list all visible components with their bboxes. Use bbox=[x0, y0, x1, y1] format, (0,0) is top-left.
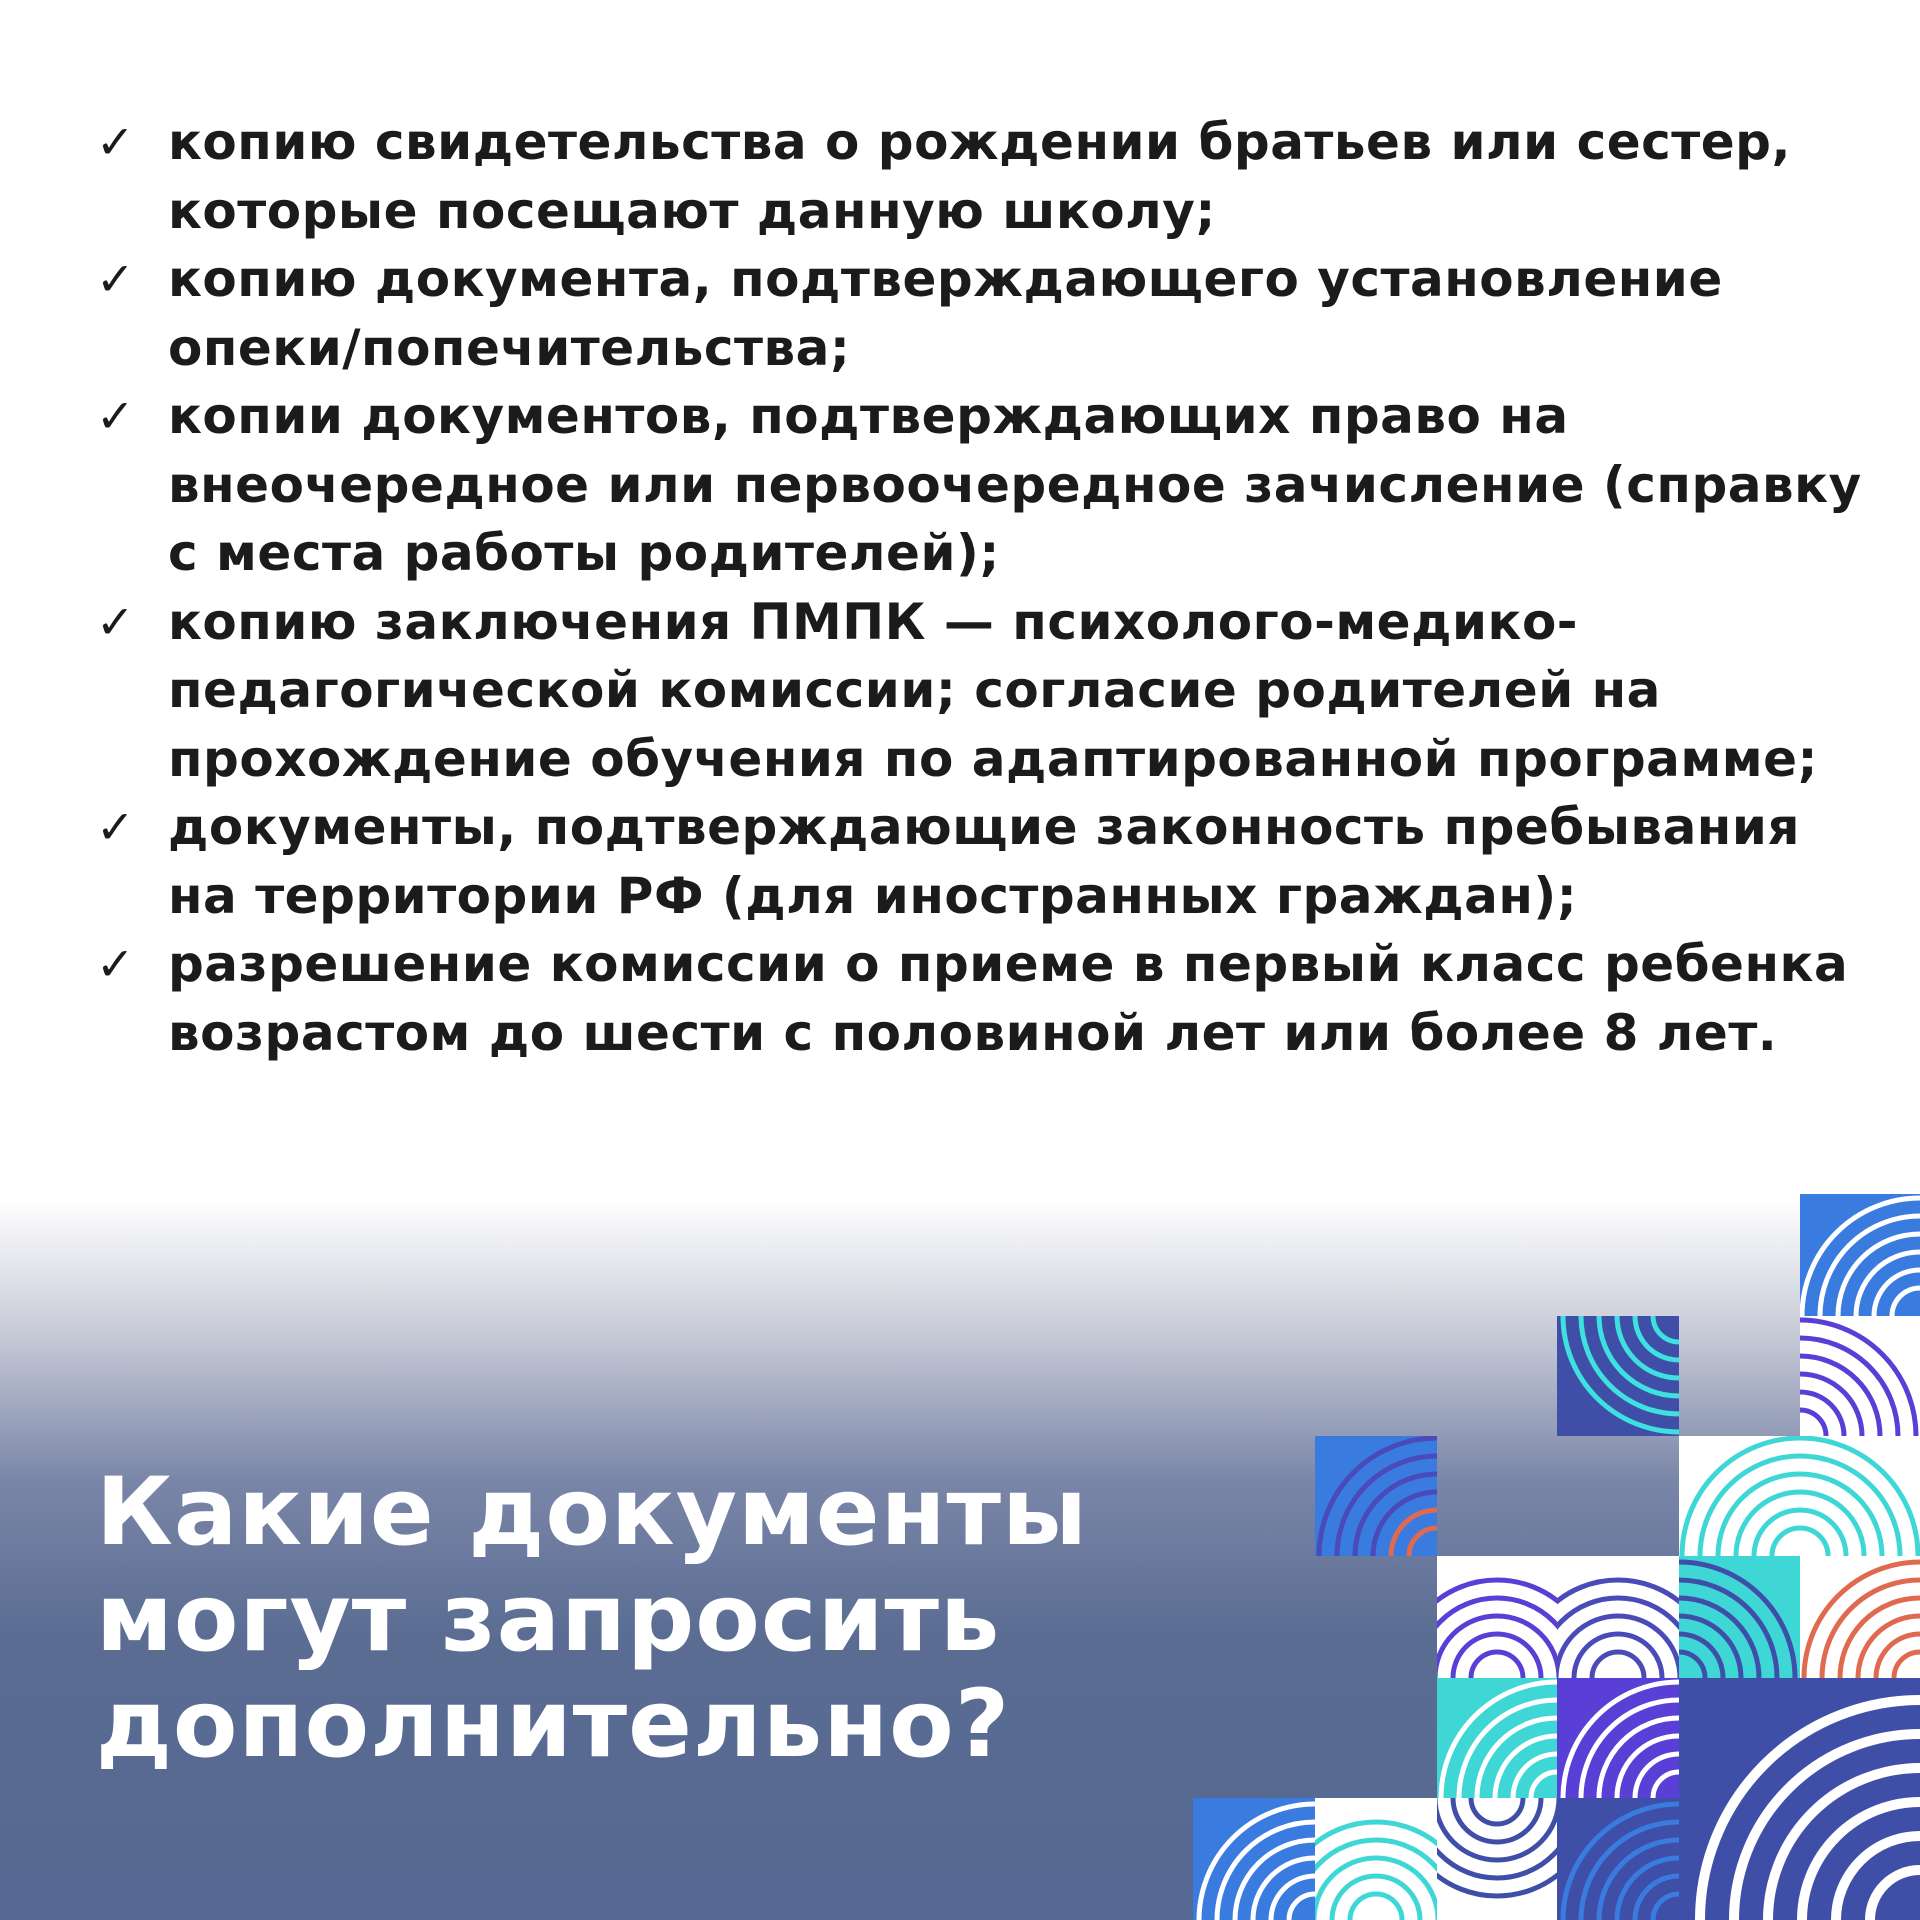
list-item-text: разрешение комиссии о приеме в первый класс ребенка возрастом до шести с половиной лет или более 8 лет. bbox=[168, 935, 1849, 1062]
checkmark-icon: ✓ bbox=[96, 252, 136, 306]
list-item-text: копию заключения ПМПК — психолого-медико-педагогической комиссии; согласие родителей на прохождение обучения по адаптированной программе; bbox=[168, 592, 1819, 788]
checkmark-icon: ✓ bbox=[96, 389, 136, 443]
list-item bbox=[96, 588, 1876, 794]
headline bbox=[96, 1460, 1196, 1778]
list-item bbox=[96, 245, 1876, 382]
list-item bbox=[96, 930, 1876, 1067]
headline-line: могут запросить bbox=[96, 1564, 1001, 1673]
list-item-text: копию документа, подтверждающего установление опеки/попечительства; bbox=[168, 250, 1723, 377]
checkmark-icon: ✓ bbox=[96, 937, 136, 991]
checkmark-icon: ✓ bbox=[96, 800, 136, 854]
list-item bbox=[96, 382, 1876, 588]
list-item bbox=[96, 108, 1876, 245]
headline-line: дополнительно? bbox=[96, 1670, 1011, 1779]
list-item bbox=[96, 793, 1876, 930]
list-item-text: документы, подтверждающие законность пребывания на территории РФ (для иностранных граждан); bbox=[168, 798, 1800, 925]
headline-line: Какие документы bbox=[96, 1458, 1088, 1567]
checkmark-icon: ✓ bbox=[96, 594, 136, 649]
list-item-text: копию свидетельства о рождении братьев или сестер, которые посещают данную школу; bbox=[168, 113, 1791, 240]
required-documents-list bbox=[96, 108, 1876, 1067]
checkmark-icon: ✓ bbox=[96, 115, 136, 169]
list-item-text: копии документов, подтверждающих право на внеочередное или первоочередное зачисление (справку с места работы родителей); bbox=[168, 387, 1862, 582]
